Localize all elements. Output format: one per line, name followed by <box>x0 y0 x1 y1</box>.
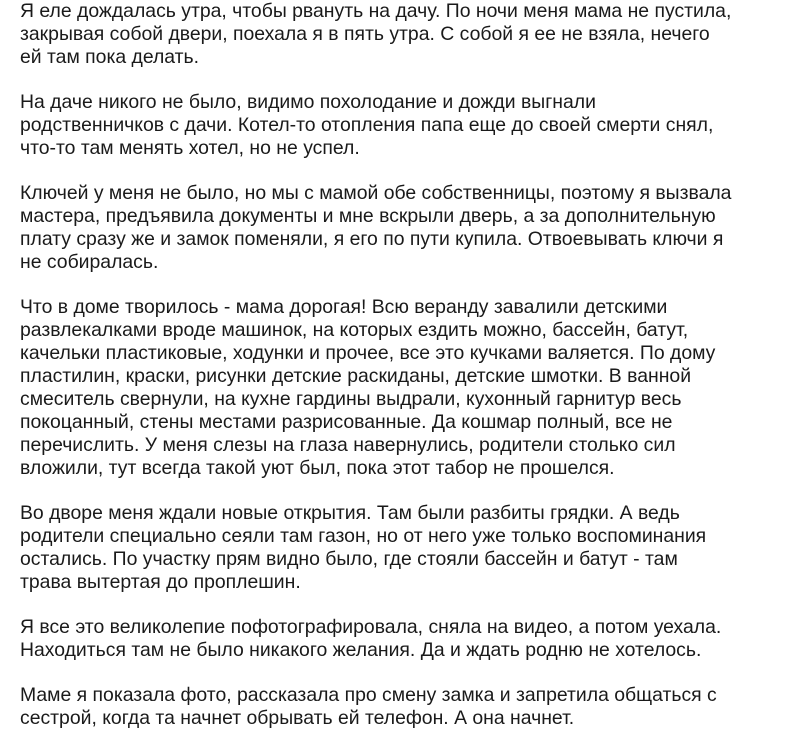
text-line: развлекалками вроде машинок, на которых ездить можно, бассейн, батут, <box>20 319 689 341</box>
text-line: Ключей у меня не было, но мы с мамой обе собственницы, поэтому я вызвала <box>20 182 732 204</box>
text-line: Во дворе меня ждали новые открытия. Там были разбиты грядки. А ведь <box>20 502 680 524</box>
text-line: мастера, предъявила документы и мне вскрыли дверь, а за дополнительную <box>20 205 716 227</box>
text-line: ей там пока делать. <box>20 46 200 68</box>
paragraph-2 <box>20 91 790 160</box>
text-line: Я еле дождалась утра, чтобы рвануть на дачу. По ночи меня мама не пустила, <box>20 0 732 22</box>
text-line: пластилин, краски, рисунки детские раскиданы, детские шмотки. В ванной <box>20 365 692 387</box>
text-line: вложили, тут всегда такой уют был, пока этот табор не прошелся. <box>20 457 615 479</box>
article-body <box>20 0 790 752</box>
text-line: закрывая собой двери, поехала я в пять утра. С собой я ее не взяла, нечего <box>20 23 710 45</box>
text-line: остались. По участку прям видно было, где стояли бассейн и батут - там <box>20 548 678 570</box>
paragraph-5 <box>20 502 790 594</box>
text-line: Что в доме творилось - мама дорогая! Всю веранду завалили детскими <box>20 296 668 318</box>
text-line: родственничков с дачи. Котел-то отопления папа еще до своей смерти снял, <box>20 114 714 136</box>
text-line: На даче никого не было, видимо похолодание и дожди выгнали <box>20 91 596 113</box>
text-line: покоцанный, стены местами разрисованные. Да кошмар полный, все не <box>20 411 673 433</box>
text-line: не собиралась. <box>20 251 159 273</box>
text-line: перечислить. У меня слезы на глаза навернулись, родители столько сил <box>20 434 676 456</box>
text-line: Маме я показала фото, рассказала про смену замка и запретила общаться с <box>20 684 717 706</box>
paragraph-4 <box>20 296 790 480</box>
text-line: качельки пластиковые, ходунки и прочее, все это кучками валяется. По дому <box>20 342 716 364</box>
text-line: трава вытертая до проплешин. <box>20 571 301 593</box>
text-line: плату сразу же и замок поменяли, я его по пути купила. Отвоевывать ключи я <box>20 228 724 250</box>
text-line: родители специально сеяли там газон, но от него уже только воспоминания <box>20 525 707 547</box>
text-line: Находиться там не было никакого желания. Да и ждать родню не хотелось. <box>20 639 702 661</box>
text-line: Я все это великолепие пофотографировала, сняла на видео, а потом уехала. <box>20 616 722 638</box>
text-line: смеситель свернули, на кухне гардины выдрали, кухонный гарнитур весь <box>20 388 682 410</box>
paragraph-3 <box>20 182 790 274</box>
text-line: сестрой, когда та начнет обрывать ей телефон. А она начнет. <box>20 707 575 729</box>
paragraph-6 <box>20 616 790 662</box>
text-line: что-то там менять хотел, но не успел. <box>20 137 360 159</box>
paragraph-1 <box>20 0 790 69</box>
paragraph-7 <box>20 684 790 730</box>
